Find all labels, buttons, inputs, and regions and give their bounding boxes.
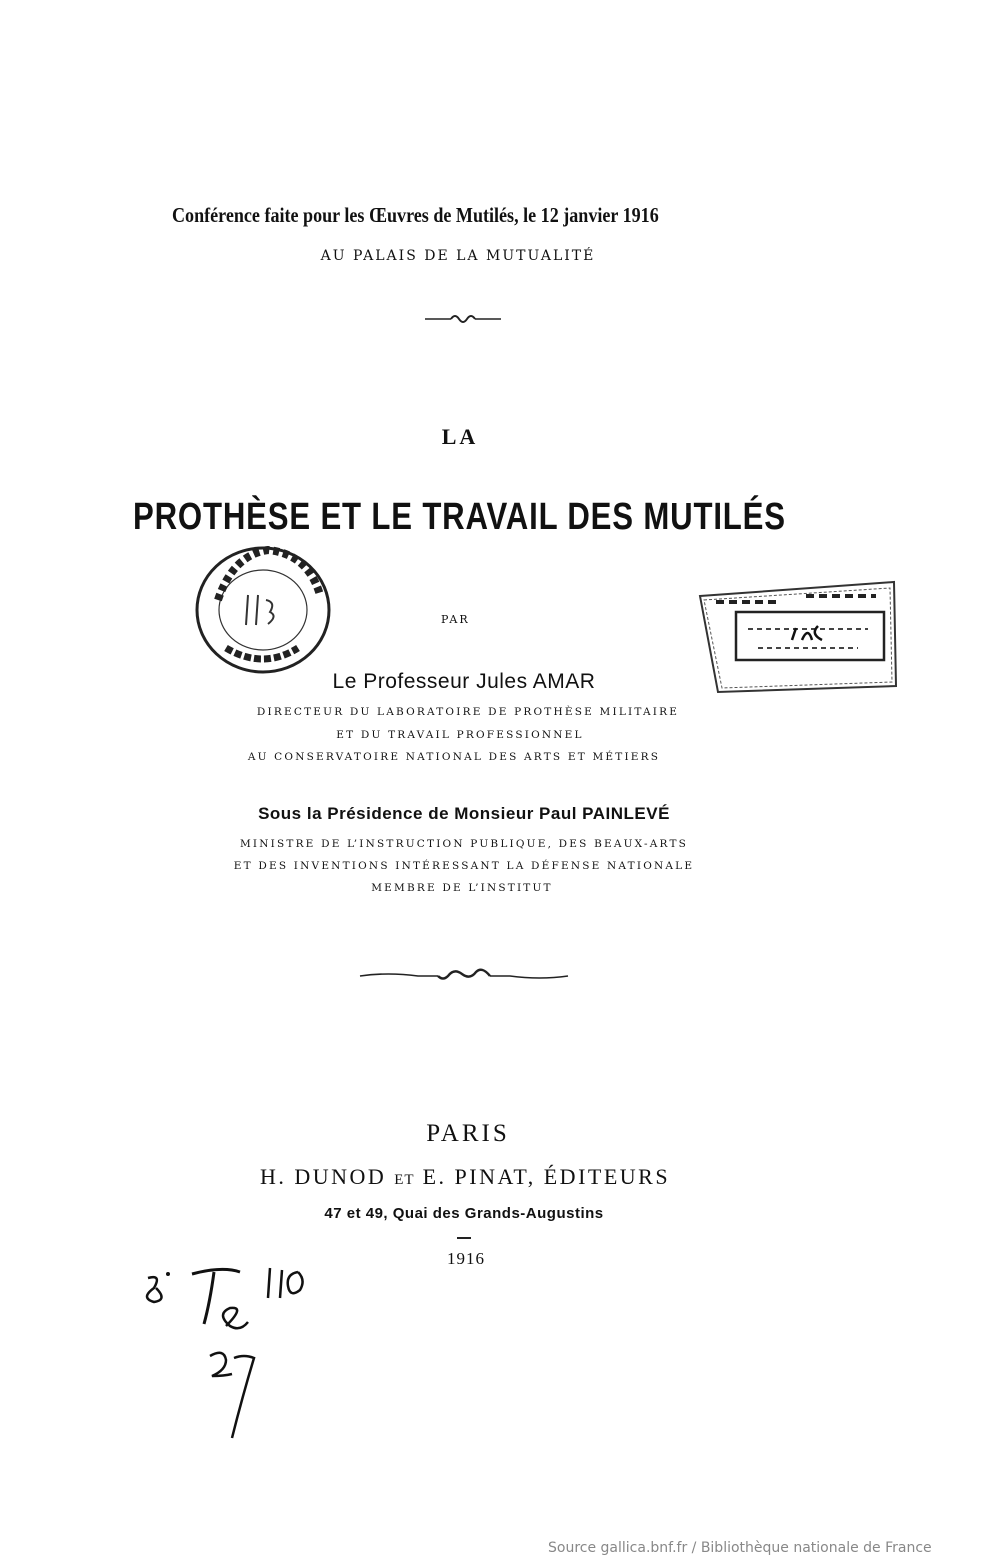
main-title: PROTHÈSE ET LE TRAVAIL DES MUTILÉS [133, 496, 786, 538]
author-role-line-1: DIRECTEUR DU LABORATOIRE DE PROTHÈSE MILITAIRE [256, 706, 680, 718]
imprint-address: 47 et 49, Quai des Grands-Augustins [324, 1205, 604, 1222]
imprint-city: PARIS [426, 1120, 510, 1147]
author-name: Le Professeur Jules AMAR [332, 670, 596, 693]
conference-line: Conférence faite pour les Œuvres de Mutilés, le 12 janvier 1916 [172, 203, 659, 227]
presidency-line: Sous la Présidence de Monsieur Paul PAINLEVÉ [258, 804, 670, 823]
venue-line: AU PALAIS DE LA MUTUALITÉ [320, 248, 596, 264]
publisher-conjunction: ET [394, 1172, 415, 1188]
publisher-second: E. PINAT, ÉDITEURS [422, 1164, 671, 1189]
small-ornament-divider [423, 310, 503, 326]
imprint-year: 1916 [447, 1249, 485, 1268]
author-role-line-2: ET DU TRAVAIL PROFESSIONNEL [336, 729, 584, 741]
library-stamp-seal [188, 540, 338, 680]
minister-role-line-2: ET DES INVENTIONS INTÉRESSANT LA DÉFENSE NATIONALE [233, 860, 695, 872]
title-article: LA [441, 424, 479, 449]
author-role-line-3: AU CONSERVATOIRE NATIONAL DES ARTS ET MÉTIERS [247, 751, 661, 763]
imprint-publisher [0, 1164, 930, 1190]
minister-role-line-1: MINISTRE DE L’INSTRUCTION PUBLIQUE, DES BEAUX-ARTS [239, 838, 689, 850]
minister-role-line-3: MEMBRE DE L’INSTITUT [371, 882, 553, 894]
handwritten-shelfmark [130, 1260, 330, 1450]
by-label: PAR [441, 613, 470, 626]
large-ornament-divider [358, 965, 570, 985]
imprint-dash [457, 1237, 471, 1239]
publisher-first: H. DUNOD [259, 1164, 387, 1189]
source-footer: Source gallica.bnf.fr / Bibliothèque nationale de France [548, 1540, 932, 1556]
